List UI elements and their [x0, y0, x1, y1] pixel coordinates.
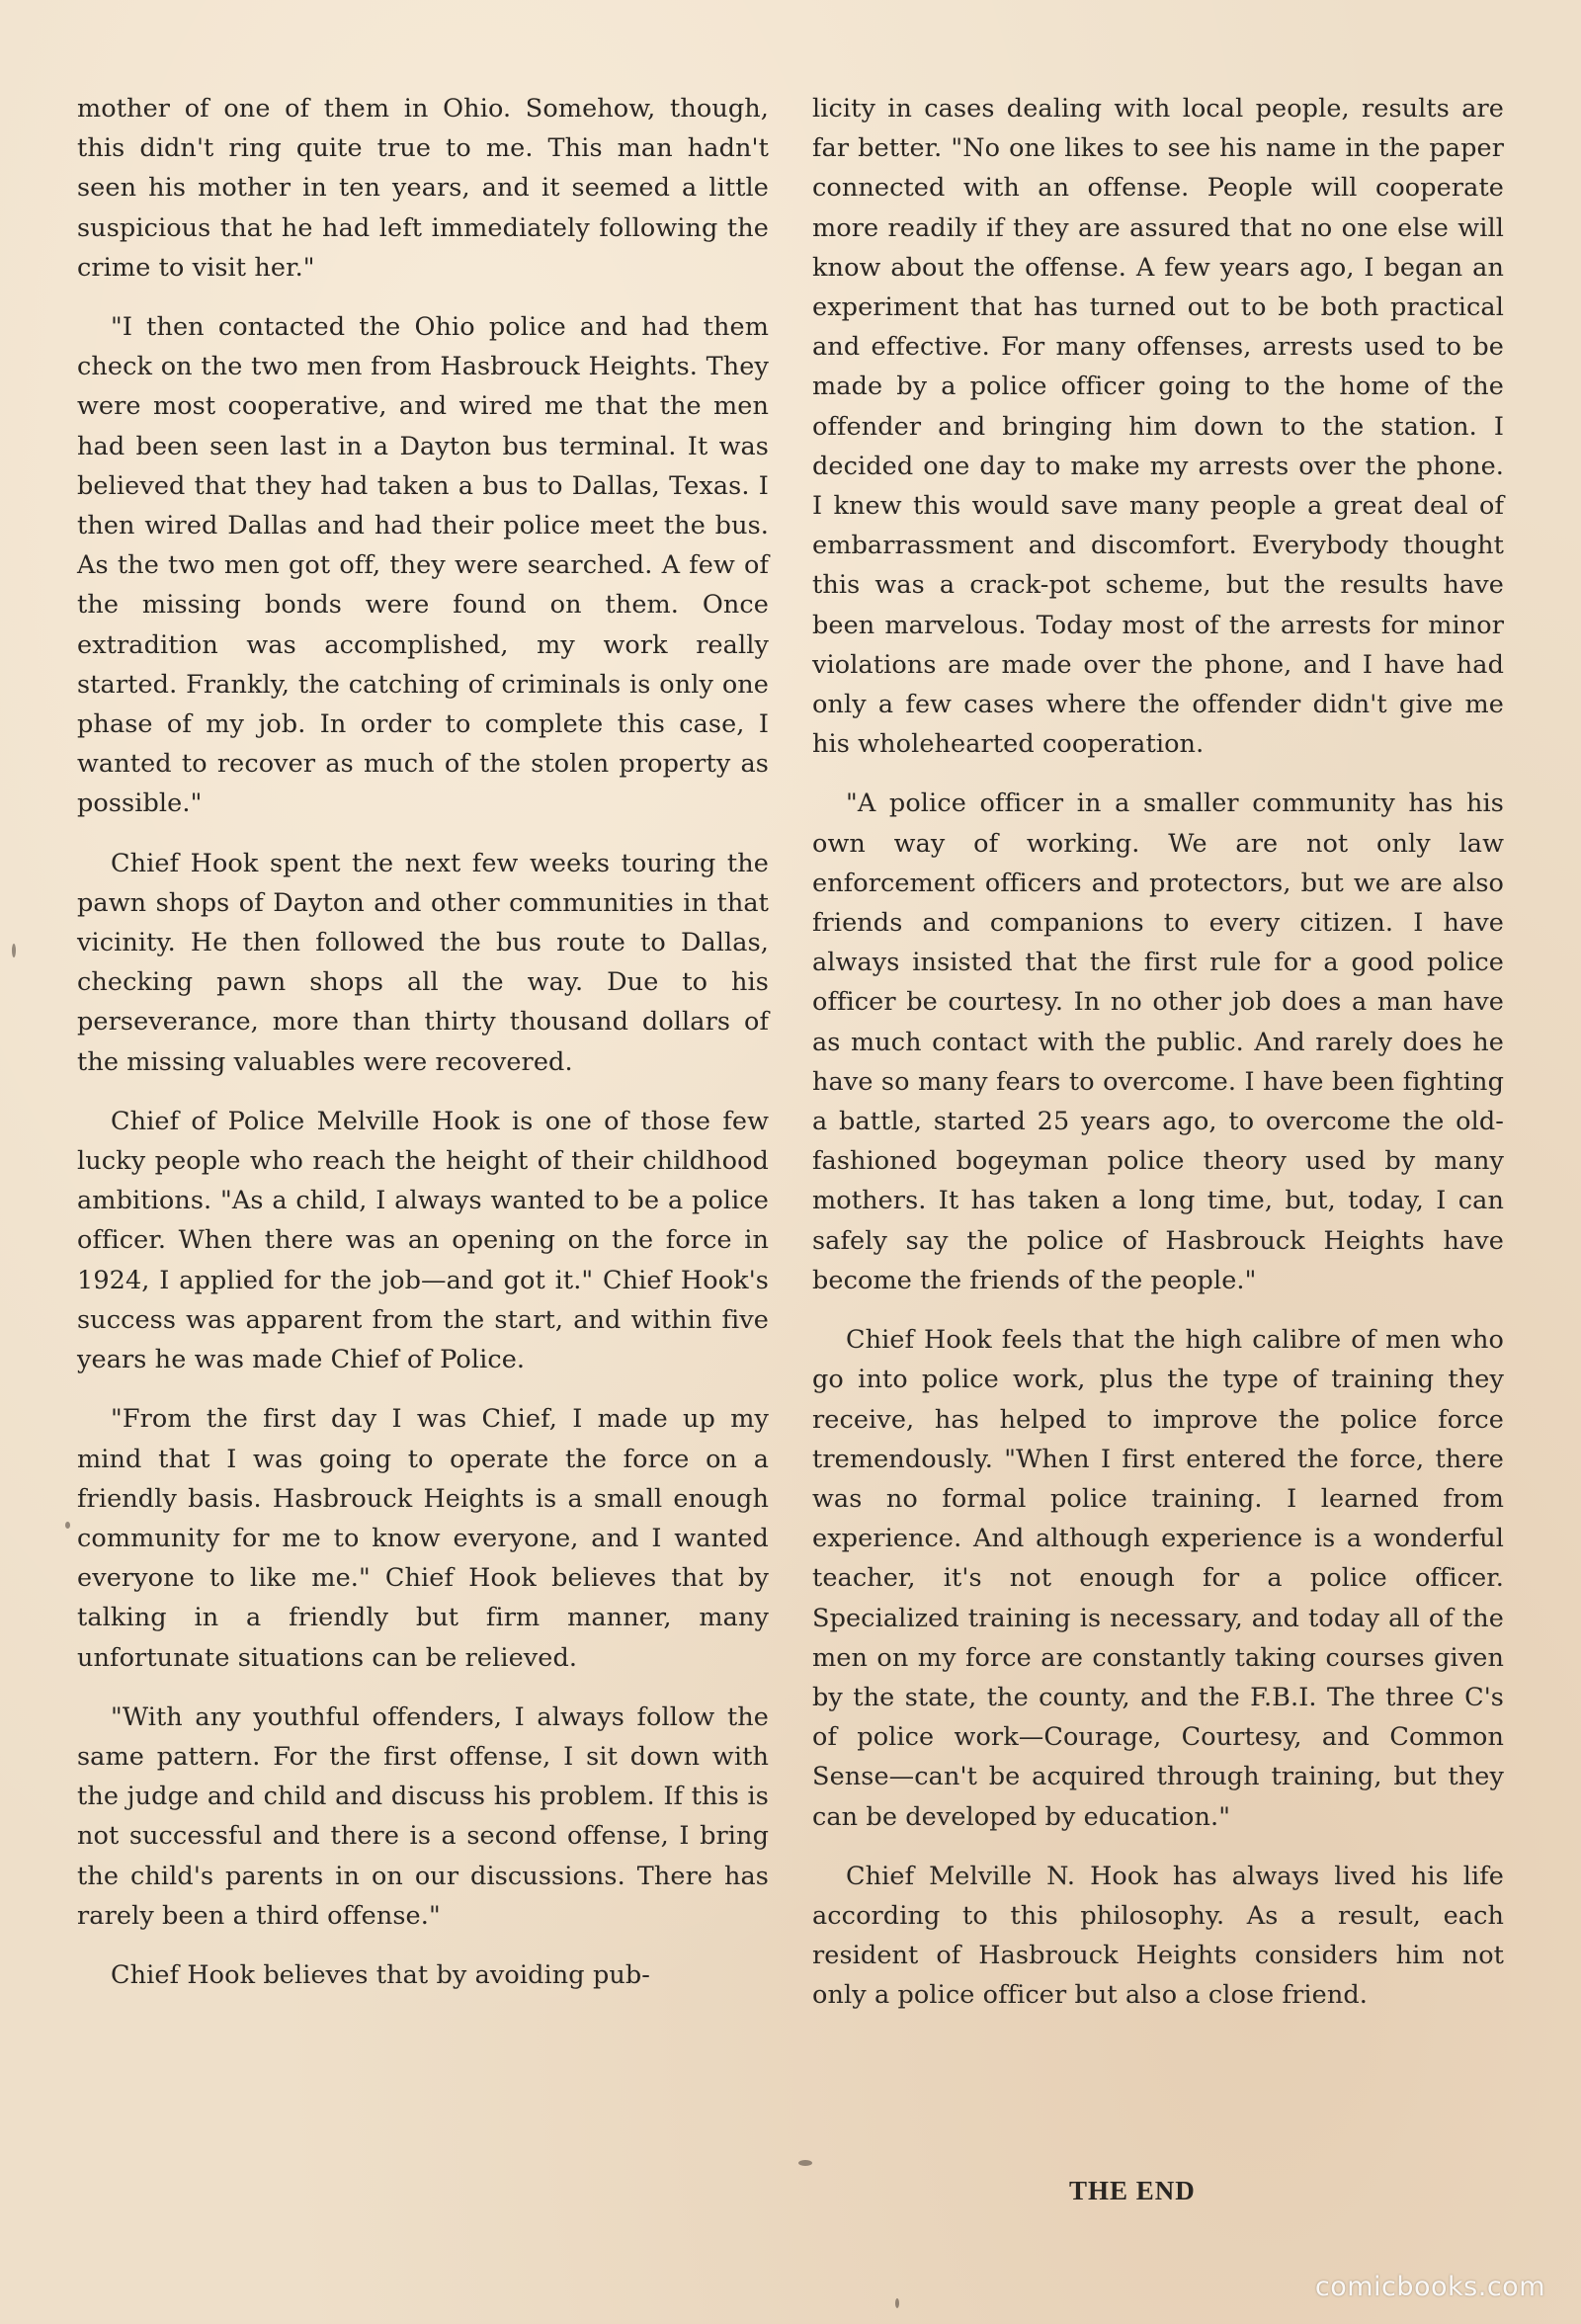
paragraph-arrests-by-phone: licity in cases dealing with local people, results are far better. "No one likes to see his name in the paper connected with an offense. People will cooperate more readily if they are assured that no one else will know about the offense. A few years ago, I began an experiment that has turned out to be both practical and effective. For many offenses, arrests used to be made by a police officer going to the home of the offender and bringing him down to the station. I decided one day to make my arrests over the phone. I knew this would save many people a great deal of embarrassment and discomfort. Everybody thought this was a crack-pot scheme, but the results have been marvelous. Today most of the arrests for minor violations are made over the phone, and I have had only a few cases where the offender didn't give me his wholehearted cooperation.: [812, 94, 1504, 760]
print-speck: [798, 2160, 812, 2166]
paragraph-childhood-ambition: Chief of Police Melville Hook is one of those few lucky people who reach the height of their childhood ambitions. "As a child, I always wanted to be a police officer. When there was an opening on the force in 1924, I applied for the job—and got it." Chief Hook's success was apparent from the start, and within five years he was made Chief of Police.: [77, 1106, 769, 1375]
paragraph-pawn-shops: Chief Hook spent the next few weeks touring the pawn shops of Dayton and other communities in that vicinity. He then followed the bus route to Dallas, checking pawn shops all the way. Due to his perseverance, more than thirty thousand dollars of the missing valuables were recovered.: [77, 848, 769, 1077]
paragraph-youthful-offenders: "With any youthful offenders, I always follow the same pattern. For the first offense, I sit down with the judge and child and discuss his problem. If this is not successful and there is a second offense, I bring the child's parents in on our discussions. There has rarely been a third offense.": [77, 1702, 769, 1931]
left-column: [77, 89, 769, 1995]
paragraph-ohio-police: "I then contacted the Ohio police and had them check on the two men from Hasbrouck Heights. They were most cooperative, and wired me that the men had been seen last in a Dayton bus terminal. It was believed that they had taken a bus to Dallas, Texas. I then wired Dallas and had their police meet the bus. As the two men got off, they were searched. A few of the missing bonds were found on them. Once extradition was accomplished, my work really started. Frankly, the catching of criminals is only one phase of my job. In order to complete this case, I wanted to recover as much of the stolen property as possible.": [77, 312, 769, 819]
watermark-text: comicbooks.com: [1314, 2272, 1545, 2302]
paragraph-friendly-basis: "From the first day I was Chief, I made up my mind that I was going to operate the force on a friendly basis. Hasbrouck Heights is a small enough community for me to know everyone, and I wanted everyone to like me." Chief Hook believes that by talking in a friendly but firm manner, many unfortunate situations can be relieved.: [77, 1404, 769, 1673]
right-column: [812, 89, 1504, 2016]
paragraph-smaller-community: "A police officer in a smaller community has his own way of working. We are not only law enforcement officers and protectors, but we are also friends and companions to every citizen. I have always insisted that the first rule for a good police officer be courtesy. In no other job does a man have as much contact with the public. And rarely does he have so many fears to overcome. I have been fighting a battle, started 25 years ago, to overcome the old-fashioned bogeyman police theory used by many mothers. It has taken a long time, but, today, I can safely say the police of Hasbrouck Heights have become the friends of the people.": [812, 788, 1504, 1295]
print-speck: [65, 1522, 70, 1529]
the-end-mark: THE END: [1069, 2176, 1196, 2205]
paragraph-avoiding-publicity: Chief Hook believes that by avoiding pub-: [111, 1959, 651, 1990]
print-speck: [895, 2298, 899, 2308]
paragraph-ohio-mother: mother of one of them in Ohio. Somehow, though, this didn't ring quite true to me. This man hadn't seen his mother in ten years, and it seemed a little suspicious that he had left immediately following the crime to visit her.": [77, 94, 769, 283]
paragraph-philosophy: Chief Melville N. Hook has always lived his life according to this philosophy. As a result, each resident of Hasbrouck Heights considers him not only a police officer but also a close friend.: [812, 1861, 1504, 2011]
paragraph-police-training: Chief Hook feels that the high calibre of men who go into police work, plus the type of training they receive, has helped to improve the police force tremendously. "When I first entered the force, there was no formal police training. I learned from experience. And although experience is a wonderful teacher, it's not enough for a police officer. Specialized training is necessary, and today all of the men on my force are constantly taking courses given by the state, the county, and the F.B.I. The three C's of police work—Courage, Courtesy, and Common Sense—can't be acquired through training, but they can be developed by education.": [812, 1325, 1504, 1832]
print-speck: [12, 944, 16, 957]
